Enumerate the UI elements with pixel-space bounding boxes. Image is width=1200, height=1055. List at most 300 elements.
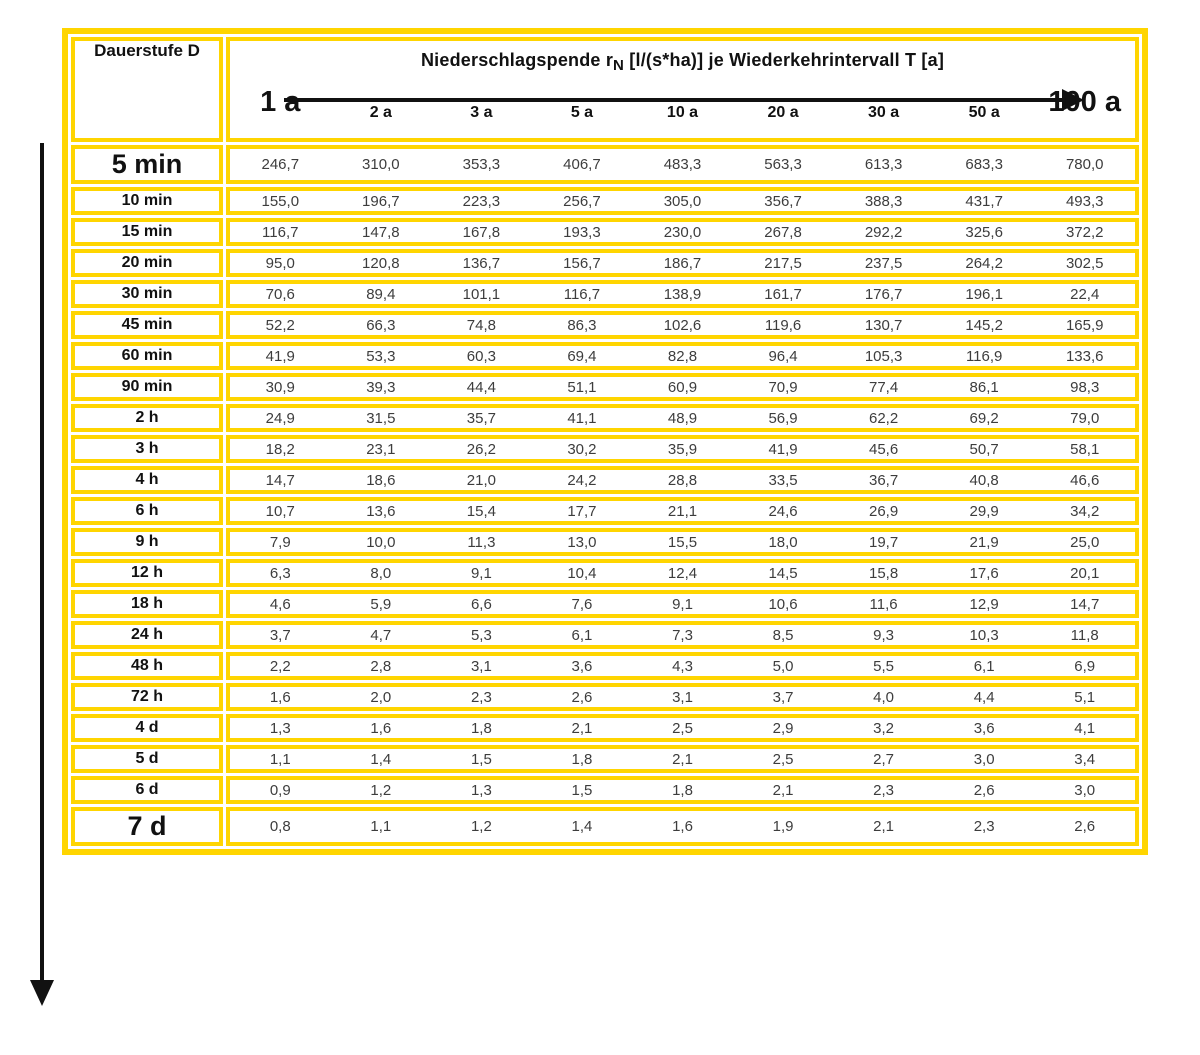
values-cell [226,621,1139,649]
table-row [71,559,1139,587]
value-cell: 147,8 [362,223,400,241]
value-cell: 18,0 [768,533,798,551]
duration-label: 45 min [71,311,223,339]
value-cell: 58,1 [1070,440,1100,458]
duration-label: 7 d [71,807,223,846]
value-cell: 74,8 [466,316,496,334]
duration-label: 30 min [71,280,223,308]
table-row [71,714,1139,742]
return-period-label: 20 a [767,104,799,121]
table-title [230,50,1135,74]
value-cell: 156,7 [563,254,601,272]
value-cell: 186,7 [663,254,702,272]
values-grid [230,286,1135,303]
value-cell: 613,3 [864,156,903,173]
value-cell: 24,2 [567,471,597,489]
values-cell [226,745,1139,773]
table-row [71,373,1139,401]
value-cell: 116,9 [965,347,1003,365]
value-cell: 41,9 [265,347,295,365]
value-cell: 89,4 [366,285,396,303]
value-cell: 1,8 [672,781,693,799]
value-cell: 24,9 [265,409,295,427]
value-cell: 305,0 [663,192,702,210]
table-row [71,466,1139,494]
value-cell: 6,9 [1074,657,1096,675]
duration-axis-arrow-icon [40,143,44,981]
value-cell: 2,2 [269,657,291,675]
value-cell: 161,7 [764,285,802,303]
value-cell: 325,6 [965,223,1003,241]
value-cell: 21,1 [667,502,698,520]
value-cell: 9,1 [470,564,492,582]
duration-label: 90 min [71,373,223,401]
value-cell: 2,3 [873,781,895,799]
table-row [71,745,1139,773]
value-cell: 53,3 [366,347,396,365]
value-cell: 431,7 [965,192,1003,210]
value-cell: 15,8 [869,564,899,582]
return-period-label: 2 a [369,104,392,121]
return-period-label: 100 a [1048,86,1121,118]
duration-label: 3 h [71,435,223,463]
table-row [71,187,1139,215]
value-cell: 24,6 [768,502,798,520]
table-row [71,776,1139,804]
return-period-label: 30 a [868,104,900,121]
value-cell: 60,9 [667,378,698,396]
value-cell: 6,6 [470,595,492,613]
value-cell: 2,1 [672,750,693,768]
duration-column-header: Dauerstufe D [71,37,223,142]
value-cell: 353,3 [462,156,501,173]
values-cell [226,342,1139,370]
values-grid [230,410,1135,427]
value-cell: 4,1 [1074,719,1096,737]
value-cell: 5,9 [370,595,392,613]
values-grid [230,658,1135,675]
value-cell: 2,3 [470,688,492,706]
value-cell: 18,2 [265,440,295,458]
values-cell [226,249,1139,277]
value-cell: 2,1 [571,719,593,737]
value-cell: 3,1 [470,657,492,675]
duration-label: 60 min [71,342,223,370]
value-cell: 20,1 [1070,564,1100,582]
values-cell [226,435,1139,463]
value-cell: 302,5 [1065,254,1104,272]
value-cell: 25,0 [1070,533,1100,551]
value-cell: 62,2 [869,409,899,427]
duration-label: 24 h [71,621,223,649]
table-body [71,145,1139,846]
value-cell: 10,0 [366,533,396,551]
value-cell: 86,1 [969,378,999,396]
value-cell: 3,0 [973,750,995,768]
value-cell: 3,4 [1074,750,1096,768]
value-cell: 9,1 [672,595,693,613]
value-cell: 96,4 [768,347,798,365]
table-row [71,497,1139,525]
value-cell: 138,9 [663,285,702,303]
values-cell [226,683,1139,711]
value-cell: 3,7 [772,688,794,706]
value-cell: 2,1 [772,781,794,799]
value-cell: 136,7 [462,254,501,272]
value-cell: 5,1 [1074,688,1096,706]
value-cell: 28,8 [667,471,698,489]
value-cell: 10,4 [567,564,597,582]
value-cell: 82,8 [667,347,698,365]
values-cell [226,807,1139,846]
return-period-labels [230,76,1135,138]
values-grid [230,317,1135,334]
value-cell: 196,1 [965,285,1003,303]
value-cell: 11,3 [467,533,496,551]
value-cell: 21,9 [969,533,999,551]
table-row [71,145,1139,184]
value-cell: 26,2 [466,440,496,458]
value-cell: 11,6 [869,595,898,613]
values-grid [230,224,1135,241]
value-cell: 3,0 [1074,781,1096,799]
value-cell: 39,3 [366,378,396,396]
value-cell: 196,7 [362,192,400,210]
table-row [71,342,1139,370]
values-grid [230,596,1135,613]
value-cell: 193,3 [563,223,601,241]
return-period-axis [230,76,1135,138]
value-cell: 13,0 [567,533,597,551]
value-cell: 133,6 [1065,347,1104,365]
value-cell: 8,0 [370,564,392,582]
value-cell: 77,4 [869,378,899,396]
value-cell: 17,6 [969,564,999,582]
value-cell: 256,7 [563,192,601,210]
value-cell: 1,2 [470,818,492,835]
value-cell: 119,6 [764,316,802,334]
value-cell: 17,7 [567,502,597,520]
value-cell: 292,2 [864,223,903,241]
value-cell: 1,2 [370,781,392,799]
value-cell: 36,7 [869,471,899,489]
value-cell: 11,8 [1070,626,1099,644]
value-cell: 69,2 [969,409,999,427]
value-cell: 2,6 [571,688,593,706]
title-subscript: N [613,57,625,74]
value-cell: 70,9 [768,378,798,396]
value-cell: 1,1 [370,818,392,835]
value-cell: 3,1 [672,688,693,706]
rain-intensity-table-frame [62,28,1148,855]
value-cell: 98,3 [1070,378,1100,396]
values-cell [226,280,1139,308]
title-text: Niederschlagspende r [420,50,614,70]
value-cell: 683,3 [965,156,1003,173]
value-cell: 79,0 [1070,409,1100,427]
value-cell: 116,7 [563,285,601,303]
duration-label: 48 h [71,652,223,680]
value-cell: 5,3 [470,626,492,644]
table-row [71,590,1139,618]
value-cell: 1,8 [571,750,593,768]
return-period-label: 1 a [260,86,301,118]
value-cell: 66,3 [366,316,396,334]
value-cell: 563,3 [764,156,802,173]
value-cell: 10,7 [265,502,295,520]
duration-label: 12 h [71,559,223,587]
rain-intensity-table [68,34,1142,849]
value-cell: 1,6 [370,719,392,737]
table-row [71,683,1139,711]
value-cell: 264,2 [965,254,1003,272]
values-cell [226,714,1139,742]
value-cell: 41,9 [768,440,798,458]
values-cell [226,528,1139,556]
value-cell: 223,3 [462,192,501,210]
value-cell: 69,4 [567,347,597,365]
return-period-label: 3 a [470,104,493,121]
table-row [71,311,1139,339]
value-cell: 267,8 [764,223,802,241]
value-cell: 130,7 [864,316,903,334]
value-cell: 95,0 [265,254,295,272]
duration-label: 5 d [71,745,223,773]
value-cell: 165,9 [1065,316,1104,334]
value-cell: 217,5 [764,254,802,272]
value-cell: 237,5 [864,254,903,272]
value-cell: 44,4 [466,378,496,396]
value-cell: 483,3 [663,156,702,173]
value-cell: 230,0 [663,223,702,241]
table-row [71,404,1139,432]
value-cell: 406,7 [563,156,601,173]
value-cell: 356,7 [764,192,802,210]
values-cell [226,404,1139,432]
value-cell: 14,7 [1070,595,1100,613]
table-row [71,435,1139,463]
value-cell: 29,9 [969,502,999,520]
value-cell: 388,3 [864,192,903,210]
values-grid [230,818,1135,835]
return-period-label: 5 a [570,104,594,121]
value-cell: 155,0 [261,192,300,210]
values-grid [230,534,1135,551]
value-cell: 70,6 [265,285,295,303]
value-cell: 50,7 [969,440,999,458]
table-row [71,218,1139,246]
value-cell: 15,5 [667,533,698,551]
values-grid [230,689,1135,706]
value-cell: 1,1 [269,750,291,768]
value-cell: 12,9 [969,595,999,613]
value-cell: 86,3 [567,316,597,334]
value-cell: 7,9 [269,533,291,551]
values-cell [226,373,1139,401]
value-cell: 372,2 [1065,223,1104,241]
value-cell: 22,4 [1070,285,1100,303]
value-cell: 1,4 [571,818,593,835]
value-cell: 7,3 [672,626,693,644]
value-cell: 4,0 [873,688,895,706]
duration-label: 72 h [71,683,223,711]
value-cell: 1,3 [470,781,492,799]
value-cell: 0,9 [269,781,291,799]
value-cell: 9,3 [873,626,895,644]
value-cell: 2,0 [370,688,392,706]
duration-label: 20 min [71,249,223,277]
value-cell: 19,7 [869,533,899,551]
values-grid [230,472,1135,489]
value-cell: 12,4 [667,564,698,582]
table-row [71,528,1139,556]
values-grid [230,627,1135,644]
value-cell: 2,6 [973,781,995,799]
value-cell: 15,4 [466,502,496,520]
value-cell: 1,4 [370,750,392,768]
values-cell [226,776,1139,804]
value-cell: 3,2 [873,719,895,737]
value-cell: 102,6 [663,316,702,334]
value-cell: 2,5 [672,719,693,737]
value-cell: 1,5 [470,750,492,768]
value-cell: 2,7 [873,750,895,768]
table-row [71,280,1139,308]
value-cell: 40,8 [969,471,999,489]
value-cell: 26,9 [869,502,899,520]
value-cell: 51,1 [567,378,597,396]
value-cell: 3,6 [973,719,995,737]
value-cell: 60,3 [466,347,496,365]
values-grid [230,255,1135,272]
table-row [71,249,1139,277]
value-cell: 35,7 [466,409,496,427]
value-cell: 5,5 [873,657,895,675]
value-cell: 176,7 [864,285,903,303]
value-cell: 23,1 [366,440,396,458]
value-cell: 1,6 [672,818,693,835]
value-cell: 30,2 [567,440,597,458]
value-cell: 5,0 [772,657,794,675]
value-cell: 105,3 [864,347,903,365]
values-cell [226,187,1139,215]
value-cell: 10,6 [768,595,798,613]
value-cell: 1,6 [269,688,291,706]
value-cell: 0,8 [269,818,291,835]
values-cell [226,559,1139,587]
value-cell: 35,9 [667,440,698,458]
values-grid [230,193,1135,210]
duration-label: 6 d [71,776,223,804]
value-cell: 2,3 [973,818,995,835]
return-period-label: 10 a [666,104,699,121]
value-cell: 2,1 [873,818,895,835]
values-grid [230,156,1135,173]
value-cell: 13,6 [366,502,396,520]
value-cell: 2,9 [772,719,794,737]
value-cell: 6,1 [571,626,593,644]
duration-label: 5 min [71,145,223,184]
value-cell: 6,1 [973,657,995,675]
value-cell: 18,6 [366,471,396,489]
values-grid [230,379,1135,396]
value-cell: 167,8 [462,223,501,241]
value-cell: 246,7 [261,156,300,173]
value-cell: 4,3 [672,657,693,675]
return-period-label: 50 a [968,104,1000,121]
table-row [71,652,1139,680]
duration-label: 9 h [71,528,223,556]
values-grid [230,348,1135,365]
value-cell: 3,6 [571,657,593,675]
value-cell: 30,9 [265,378,295,396]
value-cell: 1,9 [772,818,794,835]
values-cell [226,311,1139,339]
value-cell: 4,6 [269,595,291,613]
values-grid [230,565,1135,582]
value-cell: 1,5 [571,781,593,799]
value-cell: 1,3 [269,719,291,737]
values-cell [226,652,1139,680]
value-cell: 2,8 [370,657,392,675]
value-cell: 31,5 [366,409,396,427]
value-cell: 41,1 [567,409,597,427]
value-cell: 8,5 [772,626,794,644]
value-cell: 46,6 [1070,471,1100,489]
value-cell: 7,6 [571,595,593,613]
value-cell: 48,9 [667,409,698,427]
value-cell: 6,3 [269,564,291,582]
value-cell: 310,0 [362,156,400,173]
values-grid [230,720,1135,737]
values-cell [226,218,1139,246]
value-cell: 2,6 [1074,818,1096,835]
duration-label: 15 min [71,218,223,246]
value-cell: 120,8 [362,254,400,272]
return-period-header-cell [226,37,1139,142]
values-cell [226,145,1139,184]
duration-label: 18 h [71,590,223,618]
duration-label: 4 d [71,714,223,742]
value-cell: 3,7 [269,626,291,644]
value-cell: 10,3 [969,626,999,644]
value-cell: 1,8 [470,719,492,737]
value-cell: 116,7 [262,223,299,241]
duration-label: 10 min [71,187,223,215]
values-cell [226,497,1139,525]
value-cell: 780,0 [1065,156,1104,173]
value-cell: 4,7 [370,626,392,644]
duration-label: 6 h [71,497,223,525]
duration-label: 2 h [71,404,223,432]
values-grid [230,782,1135,799]
value-cell: 4,4 [973,688,995,706]
table-row [71,621,1139,649]
value-cell: 493,3 [1065,192,1104,210]
value-cell: 145,2 [965,316,1003,334]
value-cell: 14,5 [768,564,798,582]
values-grid [230,441,1135,458]
values-grid [230,503,1135,520]
value-cell: 56,9 [768,409,798,427]
values-cell [226,590,1139,618]
value-cell: 34,2 [1070,502,1100,520]
value-cell: 2,5 [772,750,794,768]
duration-label: 4 h [71,466,223,494]
value-cell: 52,2 [265,316,295,334]
values-cell [226,466,1139,494]
header-row [71,37,1139,142]
